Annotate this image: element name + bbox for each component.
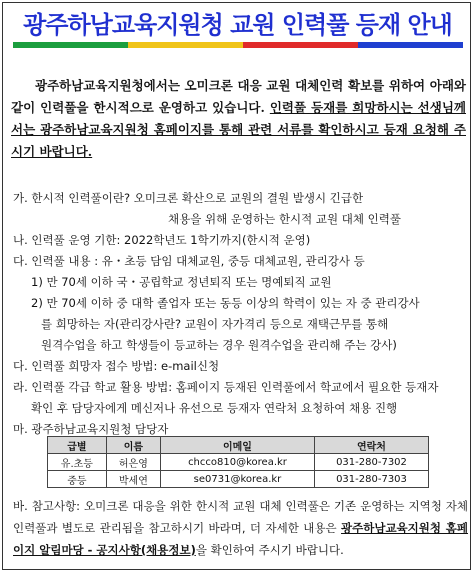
cell-name: 박세연 <box>106 471 160 488</box>
cell-name: 허은영 <box>106 454 160 471</box>
item-ma-cont: 확인 후 담당자에게 메신저나 유선으로 등재자 연락처 요청하여 채용 진행 <box>31 401 398 415</box>
intro-paragraph <box>11 75 466 163</box>
note-text: 바. 참고사항: 오미크론 대응을 위한 한시적 교원 대체 인력풀은 기존 운영하는 지역청 자체 인력풀과 별도로 관리됨을 참고하시기 바라며, 더 자세한 내용은 <box>13 499 468 535</box>
note-text-end: 을 확인하여 주시기 바랍니다. <box>195 543 344 557</box>
header-phone: 연락처 <box>314 437 428 454</box>
cell-email[interactable]: chcco810@korea.kr <box>161 454 315 471</box>
cell-level: 중등 <box>48 471 107 488</box>
table-header-row <box>48 437 429 454</box>
page-title: 광주하남교육지원청 교원 인력풀 등재 안내 <box>23 11 452 39</box>
document-frame <box>2 2 471 570</box>
item-da-2-cont2: 원격수업을 하고 학생들이 등교하는 경우 원격수업을 관리해 주는 강사) <box>41 338 397 352</box>
item-da-2: 2) 만 70세 이하 중 대학 졸업자 또는 동등 이상의 학력이 있는 자 중 관리강사 <box>31 296 420 310</box>
item-ba: 마. 광주하남교육지원청 담당자 <box>13 422 169 436</box>
header-email: 이메일 <box>161 437 315 454</box>
color-bar-red <box>243 42 358 48</box>
info-list <box>13 188 468 440</box>
cell-email[interactable]: se0731@korea.kr <box>161 471 315 488</box>
intro-text: 광주하남교육지원청에서는 오미크론 대응 교원 대체인력 확보를 위하여 아래와 같이 인력풀을 한시적으로 운영하고 있습니다. <box>11 78 466 115</box>
cell-phone: 031-280-7302 <box>314 454 428 471</box>
table-row <box>48 454 429 471</box>
item-ga-cont: 채용을 위해 운영하는 한시적 교원 대체 인력풀 <box>168 212 402 226</box>
contact-table <box>47 436 429 488</box>
cell-level: 유.초등 <box>48 454 107 471</box>
item-ma: 라. 인력풀 각급 학교 활용 방법: 홈페이지 등재된 인력풀에서 학교에서 필요한 등재자 <box>13 380 439 394</box>
note-paragraph <box>13 495 468 561</box>
color-bar-green <box>13 42 128 48</box>
intro-underlined: 인력풀 등재를 희망하시는 선생님께서는 광주하남교육지원청 홈페이지를 통해 관련 서류를 확인하시고 등재 요청해 주시기 바랍니다. <box>11 100 466 159</box>
header-level: 급별 <box>48 437 107 454</box>
color-bar-yellow <box>128 42 243 48</box>
cell-phone: 031-280-7303 <box>314 471 428 488</box>
item-na: 나. 인력풀 운영 기한: 2022학년도 1학기까지(한시적 운영) <box>13 233 311 247</box>
table-row <box>48 471 429 488</box>
item-ra: 다. 인력풀 희망자 접수 방법: e-mail신청 <box>13 359 220 373</box>
header-name: 이름 <box>106 437 160 454</box>
note-link-text[interactable]: 광주하남교육지원청 홈페이지 알림마당 - 공지사항(채용정보) <box>13 521 469 557</box>
item-da: 다. 인력풀 내용 : 유・초등 담임 대체교원, 중등 대체교원, 관리강사 등 <box>13 254 365 268</box>
color-bar-blue <box>358 42 463 48</box>
item-ga: 가. 한시적 인력풀이란? 오미크론 확산으로 교원의 결원 발생시 긴급한 <box>13 191 364 205</box>
item-da-1: 1) 만 70세 이하 국・공립학교 정년퇴직 또는 명예퇴직 교원 <box>31 275 332 289</box>
item-da-2-cont: 를 희망하는 자(관리강사란? 교원이 자가격리 등으로 재택근무를 통해 <box>41 317 389 331</box>
